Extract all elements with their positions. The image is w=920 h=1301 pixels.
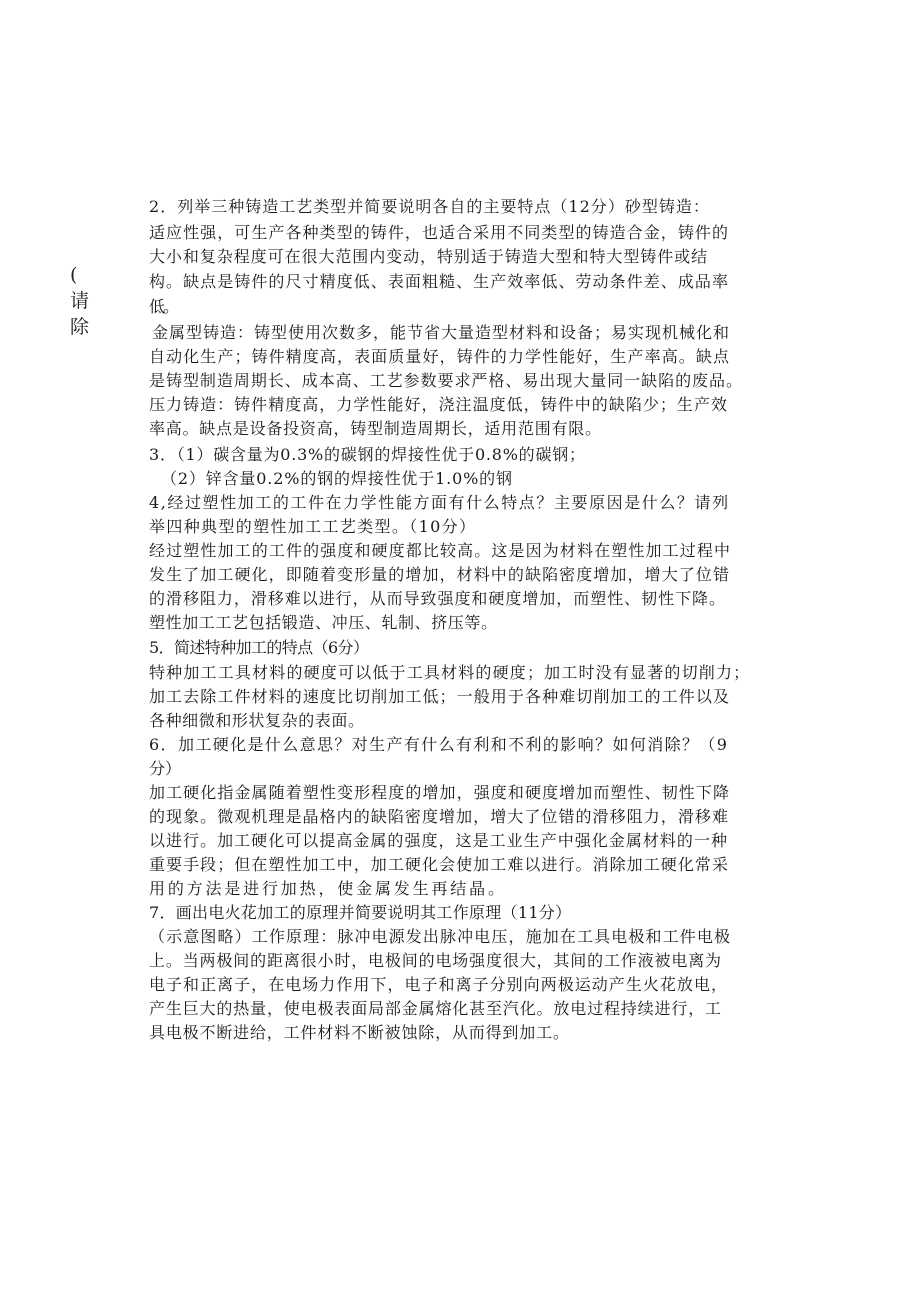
margin-note-char: 请: [70, 290, 90, 312]
text-line: 电子和正离子，在电场力作用下，电子和离子分别向两极运动产生火花放电，: [149, 975, 729, 994]
text-line: 2．列举三种铸造工艺类型并简要说明各自的主要特点（12分）砂型铸造：: [149, 197, 710, 216]
text-line: 压力铸造：铸件精度高，力学性能好，浇注温度低，铸件中的缺陷少；生产效: [149, 395, 729, 414]
text-line: 7．画出电火花加工的原理并简要说明其工作原理（11分）: [149, 903, 572, 922]
text-line: 上。当两极间的距离很小时，电极间的电场强度很大，其间的工作液被电离为: [149, 951, 722, 970]
text-line: 加工去除工件材料的速度比切削加工低；一般用于各种难切削加工的工件以及: [149, 687, 731, 706]
text-line: 自动化生产；铸件精度高，表面质量好，铸件的力学性能好，生产率高。缺点: [149, 347, 731, 366]
text-line: 塑性加工工艺包括锻造、冲压、轧制、挤压等。: [149, 613, 498, 632]
text-line: 4,经过塑性加工的工件在力学性能方面有什么特点？主要原因是什么？请列: [149, 493, 730, 512]
margin-note: [70, 262, 100, 340]
text-line: 大小和复杂程度可在很大范围内变动，特别适于铸造大型和特大型铸件或结: [149, 247, 709, 266]
text-line: 3．（1）碳含量为0.3%的碳钢的焊接性优于0.8%的碳钢；: [149, 445, 586, 464]
text-line: 的滑移阻力，滑移难以进行，从而导致强度和硬度增加，而塑性、韧性下降。: [149, 589, 726, 608]
text-line: 率高。缺点是设备投资高，铸型制造周期长，适用范围有限。: [149, 419, 602, 438]
text-line: 各种细微和形状复杂的表面。: [149, 711, 365, 730]
text-line: 分）: [149, 759, 181, 778]
text-line: 金属型铸造：铸型使用次数多，能节省大量造型材料和设备；易实现机械化和: [152, 323, 731, 342]
text-line: 举四种典型的塑性加工工艺类型。（10分）: [149, 517, 477, 536]
text-line: 加工硬化指金属随着塑性变形程度的增加，强度和硬度增加而塑性、韧性下降: [149, 783, 731, 802]
text-line: 以进行。加工硬化可以提高金属的强度，这是工业生产中强化金属材料的一种: [149, 831, 729, 850]
text-line: 6．加工硬化是什么意思？对生产有什么有利和不利的影响？如何消除？（9: [149, 735, 729, 754]
text-line: 发生了加工硬化，即随着变形量的增加，材料中的缺陷密度增加，增大了位错: [149, 565, 731, 584]
text-line: 5．简述特种加工的特点（6分）: [149, 638, 369, 657]
text-line: 的现象。微观机理是晶格内的缺陷密度增加，增大了位错的滑移阻力，滑移难: [149, 807, 730, 826]
text-line: 重要手段；但在塑性加工中，加工硬化会使加工难以进行。消除加工硬化常采: [149, 855, 730, 874]
margin-note-char: 除: [70, 316, 90, 338]
text-line: 低。: [149, 297, 177, 316]
text-line: 特种加工工具材料的硬度可以低于工具材料的硬度；加工时没有显著的切削力；: [149, 663, 751, 682]
text-line: 构。缺点是铸件的尺寸精度低、表面粗糙、生产效率低、劳动条件差、成品率: [149, 272, 730, 291]
text-line: （示意图略）工作原理：脉冲电源发出脉冲电压，施加在工具电极和工件电极: [149, 927, 732, 946]
text-line: 产生巨大的热量，使电极表面局部金属熔化甚至汽化。放电过程持续进行，工: [149, 999, 722, 1018]
text-line: 适应性强，可生产各种类型的铸件，也适合采用不同类型的铸造合金，铸件的: [149, 223, 730, 242]
margin-note-char: (: [70, 264, 78, 286]
text-line: 经过塑性加工的工件的强度和硬度都比较高。这是因为材料在塑性加工过程中: [149, 541, 732, 560]
text-line: （2）锌含量0.2%的钢的焊接性优于1.0%的钢: [161, 469, 513, 488]
text-line: 是铸型制造周期长、成本高、工艺参数要求严格、易出现大量同一缺陷的废品。: [149, 371, 743, 390]
text-line: 具电极不断进给，工件材料不断被蚀除，从而得到加工。: [149, 1023, 570, 1042]
text-line: 用的方法是进行加热，使金属发生再结晶。: [149, 879, 507, 898]
